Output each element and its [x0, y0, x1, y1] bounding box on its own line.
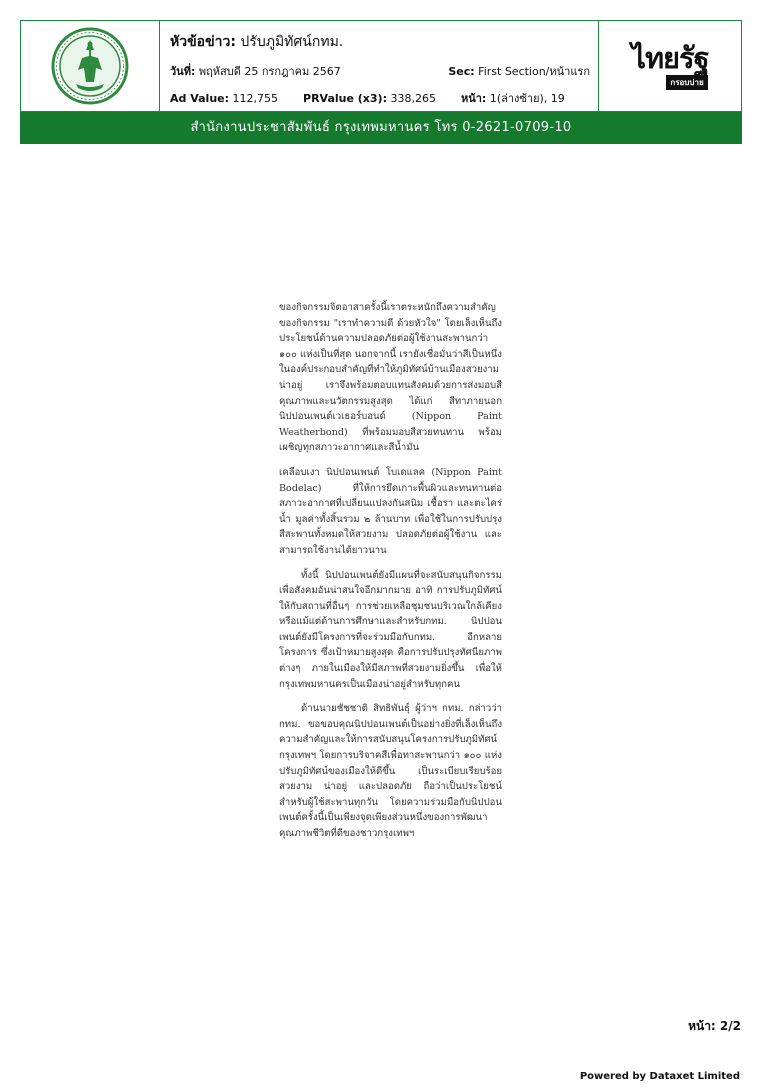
pr-value: 338,265: [390, 92, 436, 105]
newspaper-logo: ไทยรัฐ: [631, 40, 709, 75]
pr-value-label: PRValue (x3):: [303, 92, 387, 105]
page-value: 1(ล่างซ้าย), 19: [489, 92, 565, 105]
article-paragraph: เคลือบเงา นิปปอนเพนต์ โบเดแลค (Nippon Paint Bodelac) ที่ให้การยึดเกาะพื้นผิวและทนทานต่อสภาวะอากาศที่เปลี่ยนแปลงกันสนิม เชื้อรา และตะไคร่น้ำ มูลค่าทั้งสิ้นรวม ๒ ล้านบาท เพื่อใช้ในการปรับปรุงสีสะพานทั้งหมดให้สวยงาม ปลอดภัยต่อผู้ใช้งาน และสามารถใช้งานได้ยาวนาน: [279, 466, 502, 556]
clipping-header: [20, 20, 742, 112]
page-label: หน้า:: [460, 92, 487, 105]
date-value: พฤหัสบดี 25 กรกฎาคม 2567: [198, 65, 341, 78]
headline-label: หัวข้อข่าว:: [170, 34, 236, 50]
headline-value: ปรับภูมิทัศน์กทม.: [240, 34, 344, 50]
newspaper-brand: [598, 21, 741, 111]
headline-row: [170, 31, 590, 53]
article-body: [279, 300, 502, 851]
date-label: วันที่:: [170, 65, 196, 78]
section-field: [448, 62, 590, 80]
value-row: [170, 89, 590, 107]
ad-value: 112,755: [232, 92, 279, 105]
article-paragraph: ทั้งนี้ นิปปอนเพนต์ยังมีแผนที่จะสนับสนุนกิจกรรมเพื่อสังคมอันน่าสนใจอีกมากมาย อาทิ การปรับภูมิทัศน์ให้กับสถานที่อื่นๆ การช่วยเหลือชุมชนบริเวณใกล้เคียงหรือแม้แต่ด้านการศึกษาและสำหรับกทม. นิปปอนเพนต์ยังมีโครงการที่จะร่วมมือกับกทม. อีกหลายโครงการ ซึ่งเป้าหมายสูงสุด คือการปรับปรุงทัศนียภาพต่างๆ ภายในเมืองให้มีสภาพที่สวยงามยิ่งขึ้น เพื่อให้กรุงเทพมหานครเป็นเมืองน่าอยู่สำหรับทุกคน: [279, 569, 502, 690]
article-paragraph: ด้านนายชัชชาติ สิทธิพันธุ์ ผู้ว่าฯ กทม. กล่าวว่า กทม. ขอขอบคุณนิปปอนเพนต์เป็นอย่างยิ่งที่เล็งเห็นถึงความสำคัญและให้การสนับสนุนโครงการปรับภูมิทัศน์กรุงเทพฯ โดยการบริจาคสีเพื่อทาสะพานกว่า ๑๐๐ แห่ง ปรับภูมิทัศน์ของเมืองให้ดีขึ้น เป็นระเบียบเรียบร้อย สวยงาม น่าอยู่ และปลอดภัย ถือว่าเป็นประโยชน์สำหรับผู้ใช้สะพานทุกวัน โดยความร่วมมือกับนิปปอนเพนต์ครั้งนี้เป็นเพียงจุดเพียงส่วนหนึ่งของการพัฒนาคุณภาพชีวิตที่ดีของชาวกรุงเทพฯ: [279, 703, 502, 839]
section-value: First Section/หน้าแรก: [478, 65, 590, 78]
clipping-info: [160, 21, 598, 111]
date-section-row: [170, 62, 590, 80]
date-field: [170, 62, 341, 80]
powered-by: Powered by Dataxet Limited: [579, 1071, 740, 1082]
bma-seal-icon: [50, 26, 130, 106]
ad-value-label: Ad Value:: [170, 92, 230, 105]
bma-seal-cell: [21, 21, 160, 111]
section-label: Sec:: [448, 65, 475, 78]
edition-tag: กรอบบ่าย: [666, 75, 707, 90]
article-paragraph: ของกิจกรรมจิตอาสาครั้งนี้เราตระหนักถึงความสำคัญของกิจกรรม "เราทำความดี ด้วยหัวใจ" โดยเล็งเห็นถึงประโยชน์ด้านความปลอดภัยต่อผู้ใช้งานสะพานกว่า ๑๐๐ แห่งเป็นที่สุด นอกจากนี้ เรายังเชื่อมั่นว่าสีเป็นหนึ่งในองค์ประกอบสำคัญที่ทำให้ภูมิทัศน์บ้านเมืองสวยงาม น่าอยู่ เราจึงพร้อมตอบแทนสังคมด้วยการส่งมอบสีคุณภาพและนวัตกรรมสูงสุด ได้แก่ สีทาภายนอกนิปปอนเพนต์เวเธอร์บอนด์ (Nippon Paint Weatherbond) ที่พร้อมมอบสีสวยทนทาน พร้อมเผชิญทุกสภาวะอากาศและสีน้ำมัน: [279, 302, 502, 454]
page-number: หน้า: 2/2: [688, 1019, 741, 1033]
bma-pr-banner: สำนักงานประชาสัมพันธ์ กรุงเทพมหานคร โทร 0-2621-0709-10: [20, 112, 742, 144]
